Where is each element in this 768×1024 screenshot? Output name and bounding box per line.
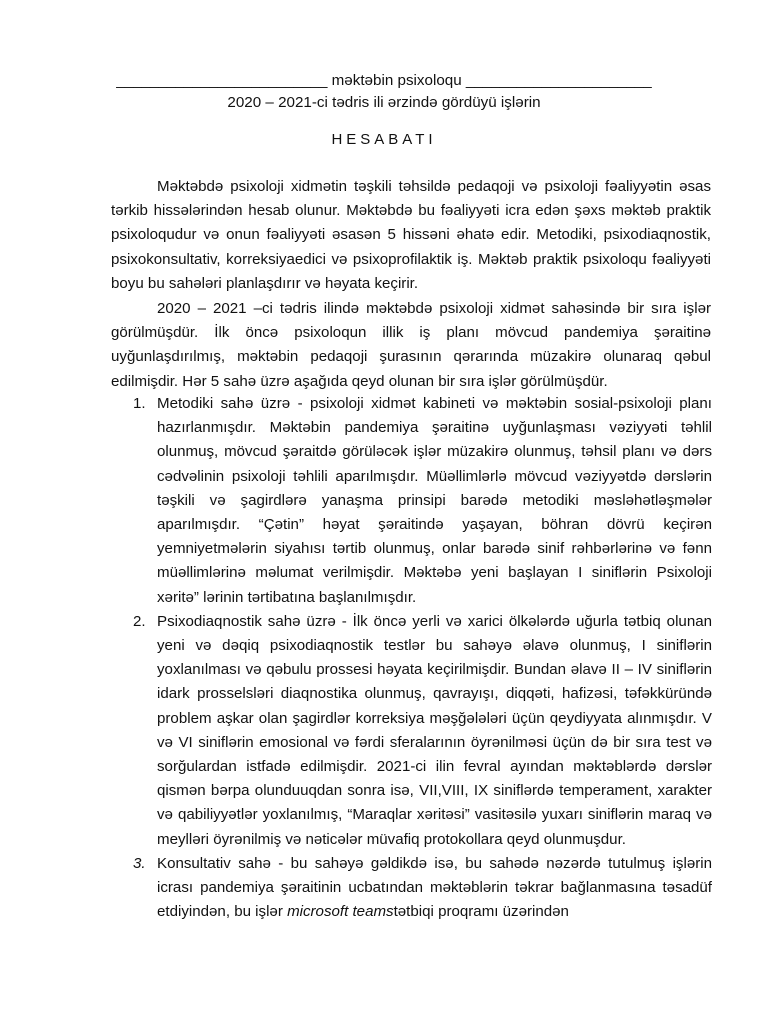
intro-paragraph: [111, 175, 711, 296]
list-item-number: 2.: [133, 612, 146, 630]
list-item-number: 3.: [133, 854, 146, 872]
list-item-text: Metodiki sahə üzrə - psixoloji xidmət kabineti və məktəbin sosial-psixoloji planı hazırlanmışdır. Məktəbin pandemiya şəraitinə uyğunlaşması vəziyyəti təhlil olunmuş, mövcud şəraitdə görüləcək işlər müzakirə olunmuş, təhsil planı və dərs cədvəlinin psixoloji təhlili aparılmışdır. Müəllimlərlə mövcud vəziyyətdə dərslərin təşkili və şagirdlərə yanaşma prinsipi barədə metodiki məsləhətləşmələr aparılmışdır. “Çətin” həyat şəraitində yaşayan, böhran dövrü keçirən yemniyetmələrin siyahısı tərtib olunmuş, onlar barədə sinif rəhbərlərinə və fənn müəllimlərinə məlumat verilmişdir. Məktəbə yeni başlayan I siniflərin Psixoloji xəritə” lərinin tərtibatına başlanılmışdır.: [157, 395, 712, 606]
header-line-psychologist: _________________________ məktəbin psixoloqu ______________________: [116, 72, 652, 89]
intro-paragraph-text: Məktəbdə psixoloji xidmətin təşkili təhsildə pedaqoji və psixoloji fəaliyyətin əsas tərkib hissələrindən hesab olunur. Məktəbdə bu fəaliyyəti icra edən şəxs məktəb praktik psixoloqudur və onun fəaliyyəti əsasən 5 hissəni əhatə edir. Metodiki, psixodiaqnostik, psixokonsultativ, korreksiyaedici və psixoprofilaktik iş. Məktəb praktik psixoloqu fəaliyyəti boyu bu sahələri planlaşdırır və həyata keçirir.: [111, 178, 711, 292]
overview-paragraph: [111, 297, 711, 394]
overview-paragraph-text: 2020 – 2021 –ci tədris ilində məktəbdə psixoloji xidmət sahəsində bir sıra işlər görülmüşdür. İlk öncə psixoloqun illik iş planı mövcud pandemiya şəraitinə uyğunlaşdırılmış, məktəbin pedaqoji şurasının qərarında müzakirə olunaraq qəbul edilmişdir. Hər 5 sahə üzrə aşağıda qeyd olunan bir sıra işlər görülmüşdür.: [111, 300, 711, 390]
list-item-text: Psixodiaqnostik sahə üzrə - İlk öncə yerli və xarici ölkələrdə uğurla tətbiq olunan yeni və dəqiq psixodiaqnostik testlər bu sahəyə əlavə olunmuş, I siniflərin yoxlanılması və qəbulu prossesi həyata keçirilmişdir. Bundan əlavə II – IV siniflərin idark prosselsləri diaqnostika olunmuş, qavrayışı, diqqəti, hafizəsi, təfəkküründə problem aşkar olan şagirdlər korreksiya məşğələləri üçün qeydiyyata alınmışdır. V və VI siniflərin emosional və fərdi sferalarının öyrənilməsi üçün də bir sıra test və sorğulardan istfadə edilmişdir. 2021-ci ilin fevral ayından məktəblərdə dərslər qismən bərpa olunduuqdan sonra isə, VII,VIII, IX siniflərdə temperament, xarakter və qabiliyyətlər yoxlanılmış, “Maraqlar xəritəsi” vasitəsilə yuxarı siniflərin maraq və meylləri öyrənilmiş və nəticələr müvafiq protokollara qeyd olunmuşdur.: [157, 612, 712, 848]
list-item-text: Konsultativ sahə - bu sahəyə gəldikdə isə, bu sahədə nəzərdə tutulmuş işlərin icrası pandemiya şəraitinin ucbatından məktəblərin təkrar bağlanmasına təsadüf etdiyindən, bu işlər: [157, 854, 712, 921]
document-title: HESABATI: [331, 131, 437, 148]
activities-list: [111, 392, 712, 924]
list-item: [111, 610, 712, 852]
list-item-number: 1.: [133, 395, 146, 412]
list-item-text-italic: microsoft teams: [287, 903, 394, 921]
list-item: [111, 392, 712, 610]
list-item-text-end: tətbiqi proqramı üzərindən: [393, 903, 569, 921]
header-line-year: 2020 – 2021-ci tədris ili ərzində gördüyü işlərin: [227, 94, 541, 111]
list-item: [111, 852, 712, 925]
